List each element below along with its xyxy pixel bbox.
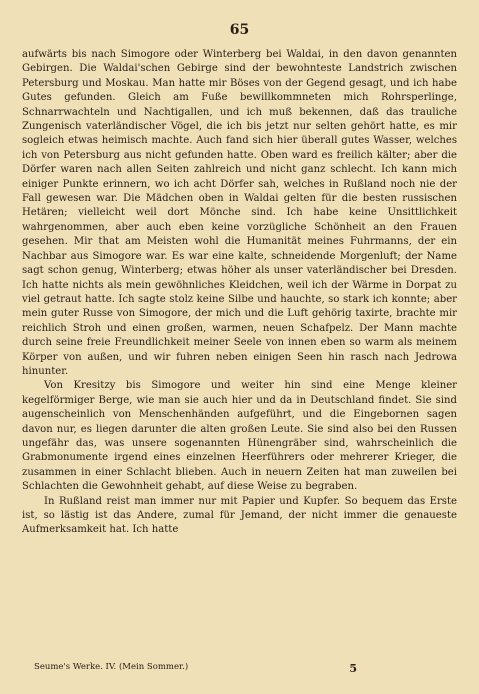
page-footer — [22, 662, 457, 675]
page-number: 65 — [229, 22, 250, 38]
signature-mark: 5 — [349, 662, 357, 675]
paragraph-3: In Rußland reist man immer nur mit Papier und Kupfer. So bequem das Erste ist, so lästig ist das Andere, zumal für Jemand, der nicht immer die genaueste Aufmerksamkeit hat. Ich hatte — [22, 495, 457, 536]
paragraph-2: Von Kresitzy bis Simogore und weiter hin sind eine Menge kleiner kegelförmiger Berge, wie man sie auch hier und da in Deutschland findet. Sie sind augenscheinlich von Menschenhänden aufgeführt, und die Eingebornen sagen davon nur, es liegen darunter die alten großen Leute. Sie sind also bei den Russen ungefähr das, was unsere sogenannten Hünengräber sind, wahrscheinlich die Grabmonumente irgend eines einzelnen Heerführers oder mehrerer Krieger, die zusammen in einer Schlacht blieben. Auch in neuern Zeiten hat man zuweilen bei Schlachten die Gewohnheit gehabt, auf diese Weise zu begraben. — [22, 380, 457, 493]
paragraph-1: aufwärts bis nach Simogore oder Winterberg bei Waldai, in den davon genannten Gebirgen. Die Waldai'schen Gebirge sind der bewohnteste Landstrich zwischen Petersburg und Moskau. Man hatte mir Böses von der Gegend gesagt, und ich habe Gutes gefunden. Gleich am Fuße bewillkommneten mich Rohrsperlinge, Schnarrwachteln und Nachtigallen, und ich muß bekennen, daß das trauliche Zungenisch vaterländischer Vögel, die ich bis jetzt nur selten gehört hatte, es mir sogleich etwas heimisch machte. Auch fand sich hier überall gutes Wasser, welches ich von Petersburg aus nicht gefunden hatte. Oben ward es freilich kälter; aber die Dörfer waren nach allen Seiten zahlreich und nicht ganz schlecht. Ich kann mich einiger Punkte erinnern, wo ich acht Dörfer sah, welches in Rußland noch nie der Fall gewesen war. Die Mädchen oben in Waldai gelten für die besten russischen Hetären; vielleicht weil dort Mönche sind. Ich habe keine Unsittlichkeit wahrgenommen, aber auch eben keine vorzügliche Schönheit an den Frauen gesehen. Mir that am Meisten wohl die Humanität meines Fuhrmanns, der ein Nachbar aus Simogore war. Es war eine kalte, schneidende Morgenluft; der Name sagt schon genug, Winterberg; etwas höher als unser vaterländischer bei Dresden. Ich hatte nichts als mein gewöhnliches Kleidchen, weil ich der Wärme in Dorpat zu viel getraut hatte. Ich sagte stolz keine Silbe und hauchte, so stark ich konnte; aber mein guter Russe von Simogore, der mich und die Luft gehörig taxirte, brachte mir reichlich Stroh und einen großen, warmen, neuen Schafpelz. Der Mann machte durch seine freie Freundlichkeit meiner Seele von innen eben so warm als meinem Körper von außen, und wir fuhren neben einigen Seen hin rasch nach Jedrowa hinunter. — [22, 49, 457, 377]
footer-text: Seume's Werke. IV. (Mein Sommer.) — [34, 662, 189, 672]
body-text — [22, 48, 457, 538]
